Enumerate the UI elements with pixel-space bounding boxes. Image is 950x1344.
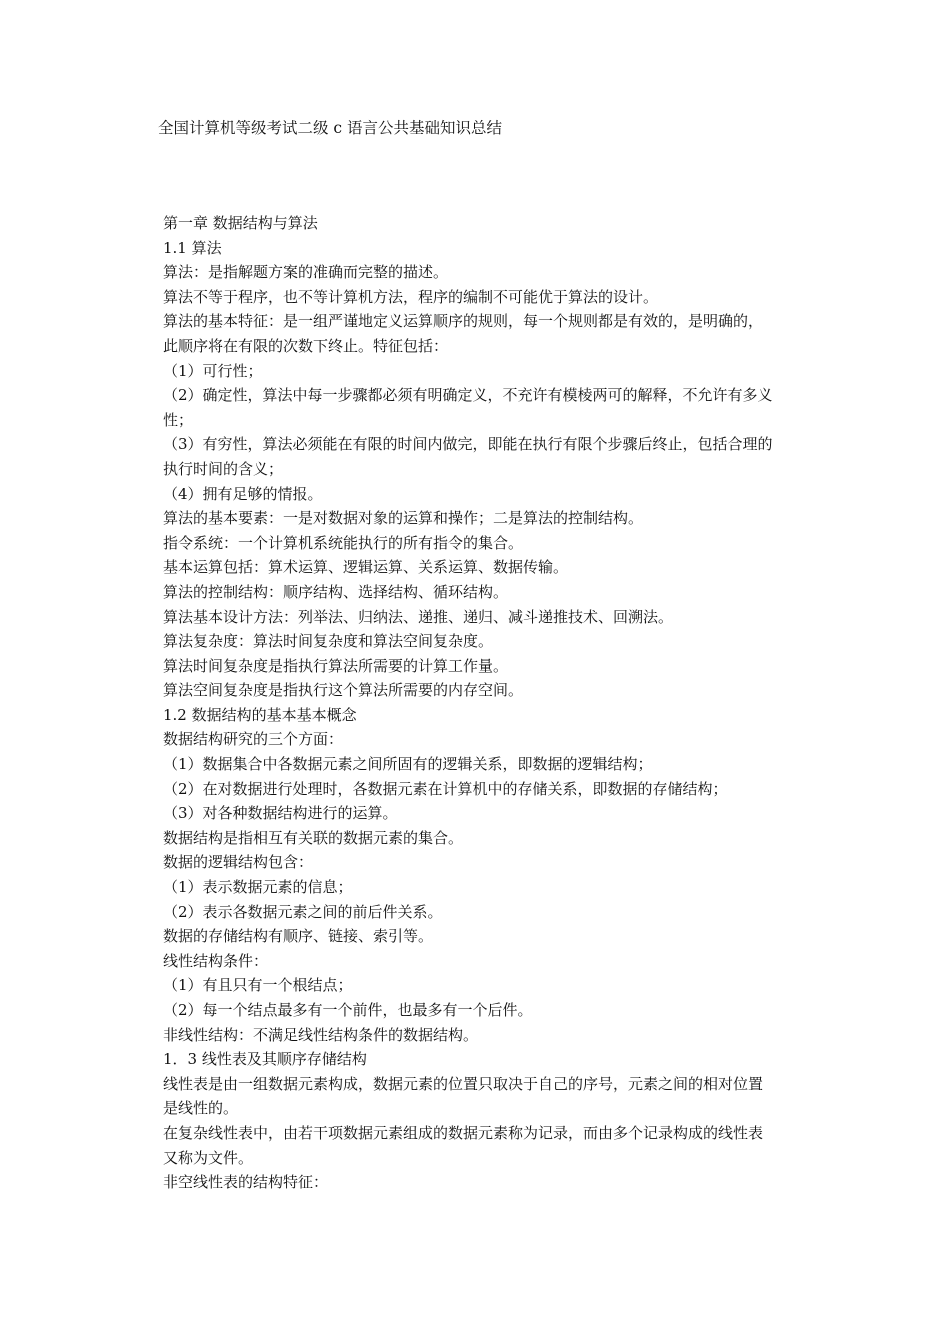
chapter-heading: 第一章 数据结构与算法: [163, 214, 318, 232]
paragraph-line: 数据的存储结构有顺序、链接、索引等。: [163, 927, 434, 946]
paragraph-line: 非线性结构：不满足线性结构条件的数据结构。: [163, 1025, 479, 1044]
paragraph-line: 算法复杂度：算法时间复杂度和算法空间复杂度。: [163, 632, 494, 651]
list-item: （1）可行性；: [163, 361, 263, 380]
paragraph-line: 非空线性表的结构特征：: [163, 1173, 329, 1192]
paragraph-line: 此顺序将在有限的次数下终止。特征包括：: [163, 336, 449, 355]
paragraph-line: 算法基本设计方法：列举法、归纳法、递推、递归、减斗递推技术、回溯法。: [163, 607, 674, 626]
paragraph-line: 数据结构研究的三个方面：: [163, 730, 344, 749]
document-title: 全国计算机等级考试二级 c 语言公共基础知识总结: [158, 119, 503, 137]
list-item: （3）有穷性，算法必须能在有限的时间内做完，即能在执行有限个步骤后终止，包括合理的: [163, 435, 773, 454]
paragraph-line: 在复杂线性表中，由若干项数据元素组成的数据元素称为记录，而由多个记录构成的线性表: [163, 1123, 764, 1142]
paragraph-line: 是线性的。: [163, 1099, 239, 1118]
paragraph-line: 又称为文件。: [163, 1148, 254, 1167]
list-item: （2）表示各数据元素之间的前后件关系。: [163, 902, 443, 921]
paragraph-line: 算法的基本要素：一是对数据对象的运算和操作；二是算法的控制结构。: [163, 509, 644, 528]
paragraph-line: 线性结构条件：: [163, 951, 269, 970]
list-item: （3）对各种数据结构进行的运算。: [163, 804, 398, 823]
paragraph-line: 算法空间复杂度是指执行这个算法所需要的内存空间。: [163, 681, 524, 700]
paragraph-line: 数据的逻辑结构包含：: [163, 853, 314, 872]
paragraph-line: 算法时间复杂度是指执行算法所需要的计算工作量。: [163, 656, 509, 675]
list-item-continuation: 执行时间的含义；: [163, 459, 284, 478]
list-item-continuation: 性；: [163, 410, 194, 429]
list-item: （1）数据集合中各数据元素之间所固有的逻辑关系，即数据的逻辑结构；: [163, 755, 653, 774]
paragraph-line: 算法的基本特征：是一组严谨地定义运算顺序的规则，每一个规则都是有效的，是明确的，: [163, 312, 764, 331]
section-heading: 1．3 线性表及其顺序存储结构: [163, 1050, 367, 1069]
list-item: （1）表示数据元素的信息；: [163, 878, 353, 897]
paragraph-line: 线性表是由一组数据元素构成，数据元素的位置只取决于自己的序号，元素之间的相对位置: [163, 1074, 764, 1093]
section-heading: 1.1 算法: [163, 238, 222, 257]
document-body: [163, 211, 843, 1195]
paragraph-line: 算法不等于程序，也不等计算机方法，程序的编制不可能优于算法的设计。: [163, 287, 659, 306]
list-item: （2）每一个结点最多有一个前件，也最多有一个后件。: [163, 1001, 533, 1019]
paragraph-line: 算法的控制结构：顺序结构、选择结构、循环结构。: [163, 582, 509, 601]
section-heading: 1.2 数据结构的基本基本概念: [163, 705, 357, 724]
paragraph-line: 算法：是指解题方案的准确而完整的描述。: [163, 263, 449, 282]
paragraph-line: 基本运算包括：算术运算、逻辑运算、关系运算、数据传输。: [163, 558, 569, 577]
paragraph-line: 数据结构是指相互有关联的数据元素的集合。: [163, 828, 464, 847]
paragraph-line: 指令系统：一个计算机系统能执行的所有指令的集合。: [163, 533, 524, 552]
list-item: （2）在对数据进行处理时，各数据元素在计算机中的存储关系，即数据的存储结构；: [163, 779, 728, 798]
list-item: （1）有且只有一个根结点；: [163, 976, 353, 995]
list-item: （2）确定性，算法中每一步骤都必须有明确定义，不充许有模棱两可的解释，不允许有多义: [163, 386, 773, 405]
list-item: （4）拥有足够的情报。: [163, 484, 323, 503]
